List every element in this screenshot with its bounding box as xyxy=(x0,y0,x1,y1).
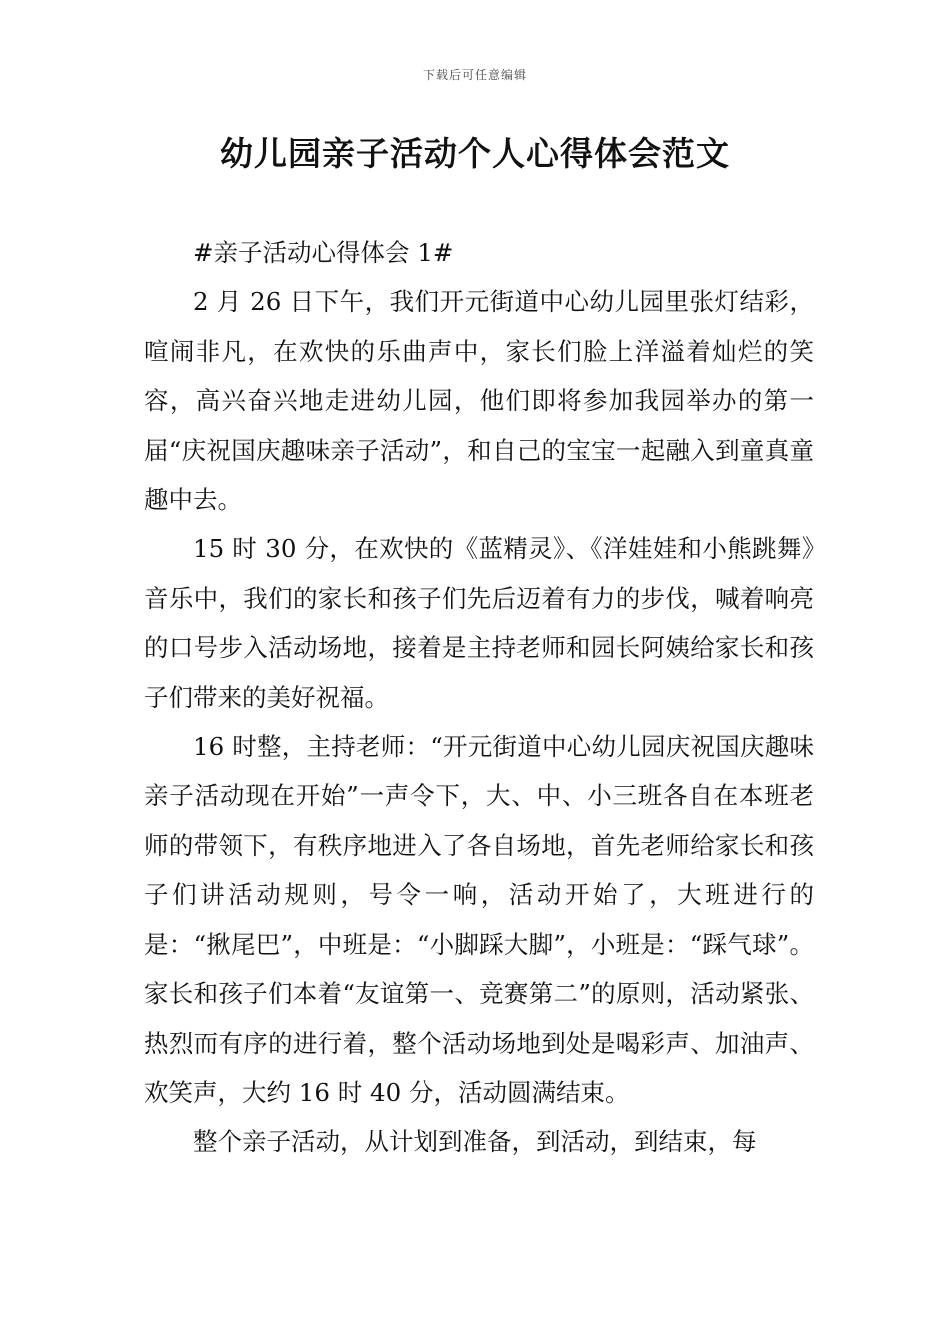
document-body xyxy=(144,228,814,1167)
page-header-note: 下载后可任意编辑 xyxy=(422,68,527,82)
paragraph-4: 整个亲子活动，从计划到准备，到活动，到结束，每 xyxy=(193,1127,757,1157)
paragraph-2: 15 时 30 分，在欢快的《蓝精灵》、《洋娃娃和小熊跳舞》音乐中，我们的家长和孩子们先后迈着有力的步伐，喊着响亮的口号步入活动场地，接着是主持老师和园长阿姨给家长和孩子们带来的美好祝福。 xyxy=(144,534,814,712)
paragraph-3: 16 时整，主持老师：“开元街道中心幼儿园庆祝国庆趣味亲子活动现在开始”一声令下，大、中、小三班各自在本班老师的带领下，有秩序地进入了各自场地，首先老师给家长和孩子们讲活动规则，号令一响，活动开始了，大班进行的是：“揪尾巴”，中班是：“小脚踩大脚”，小班是：“踩气球”。家长和孩子们本着“友谊第一、竞赛第二”的原则，活动紧张、热烈而有序的进行着，整个活动场地到处是喝彩声、加油声、欢笑声，大约 16 时 40 分，活动圆满结束。 xyxy=(144,732,814,1107)
section-heading: #亲子活动心得体会 1# xyxy=(193,238,454,267)
document-title: 幼儿园亲子活动个人心得体会范文 xyxy=(220,134,730,173)
paragraph-1: 2 月 26 日下午，我们开元街道中心幼儿园里张灯结彩，喧闹非凡，在欢快的乐曲声中，家长们脸上洋溢着灿烂的笑容，高兴奋兴地走进幼儿园，他们即将参加我园举办的第一届“庆祝国庆趣味亲子活动”，和自己的宝宝一起融入到童真童趣中去。 xyxy=(144,287,814,515)
